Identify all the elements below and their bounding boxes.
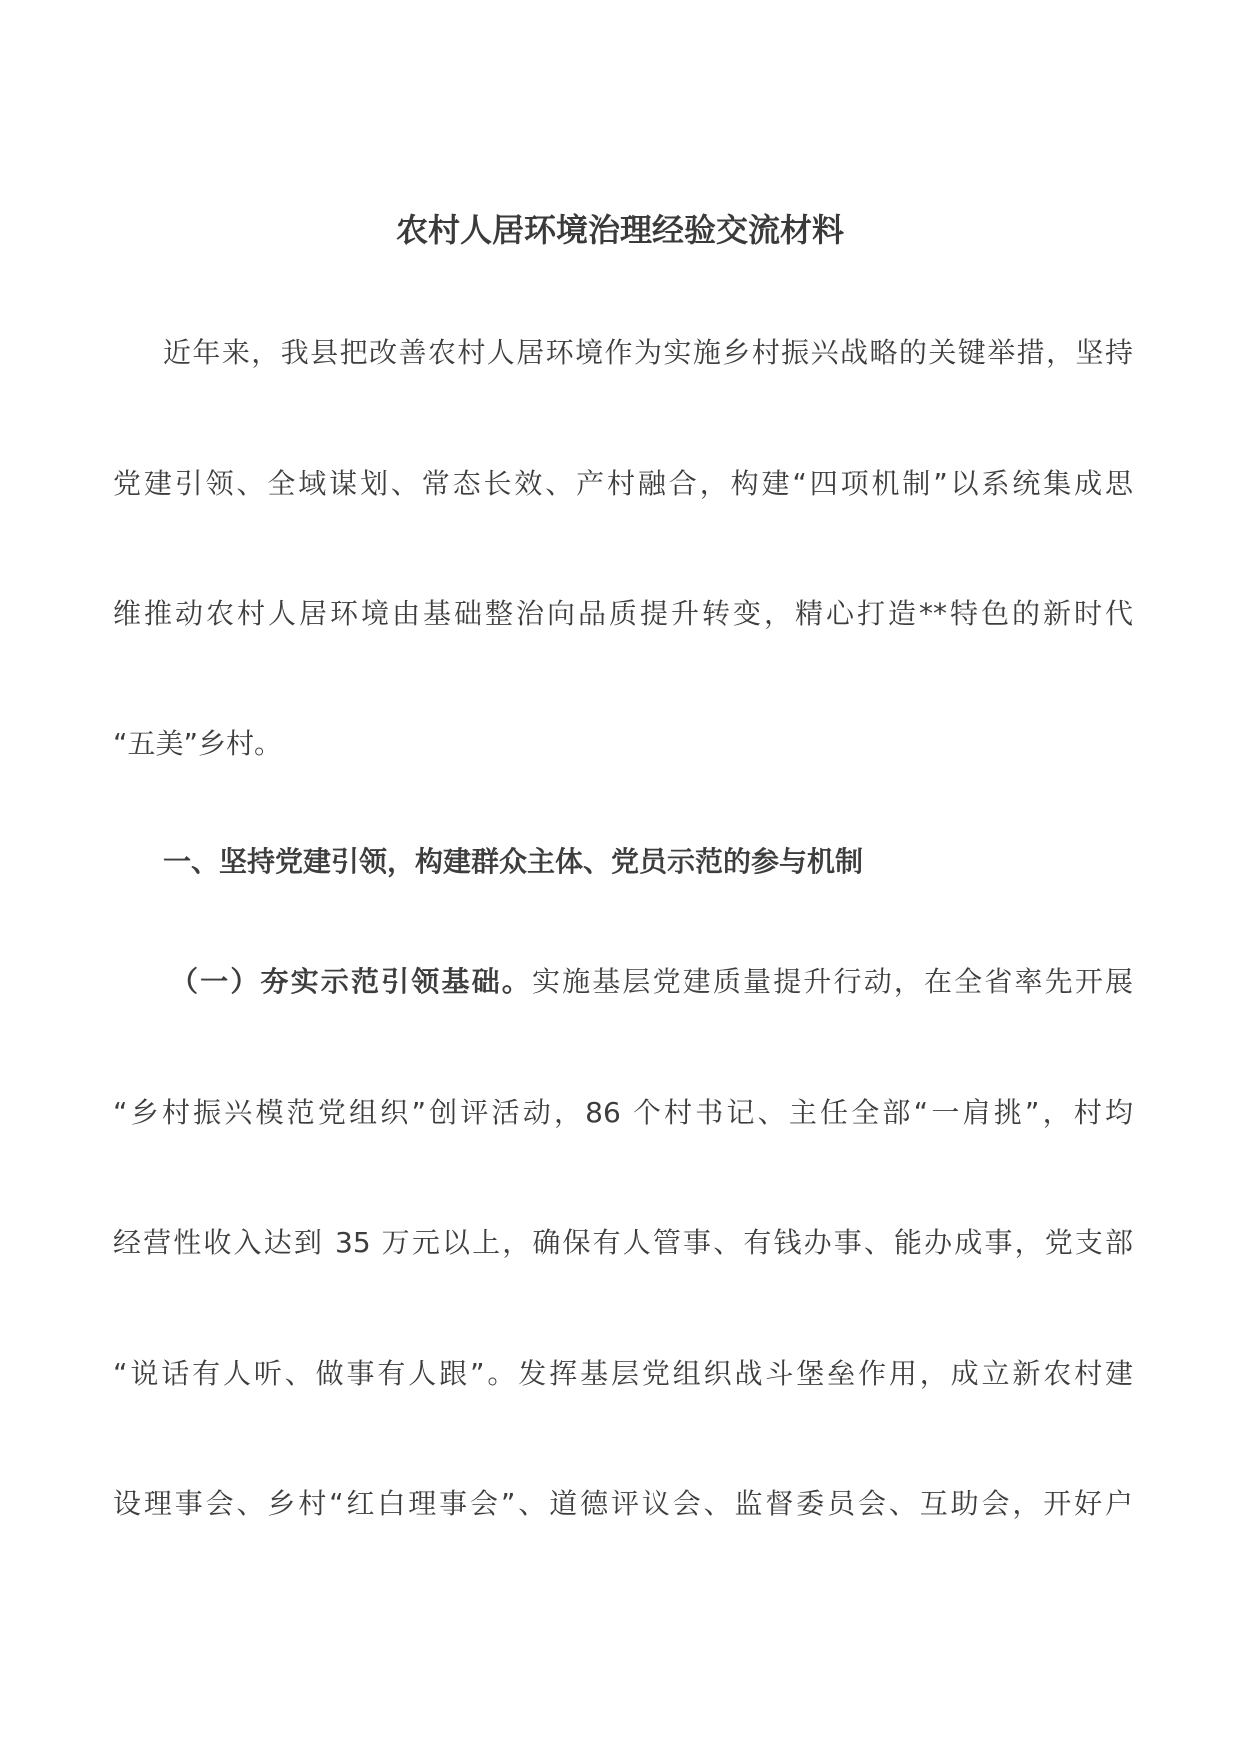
paragraph-line: 维推动农村人居环境由基础整治向品质提升转变，精心打造**特色的新时代 — [113, 597, 1133, 630]
subsection-heading: （一）夯实示范引领基础。 — [170, 965, 532, 998]
paragraph-line: “说话有人听、做事有人跟”。发挥基层党组织战斗堡垒作用，成立新农村建 — [113, 1357, 1133, 1390]
paragraph-line: 经营性收入达到 35 万元以上，确保有人管事、有钱办事、能办成事，党支部 — [113, 1226, 1133, 1259]
paragraph-line: 设理事会、乡村“红白理事会”、道德评议会、监督委员会、互助会，开好户 — [113, 1487, 1133, 1520]
paragraph-line: “乡村振兴模范党组织”创评活动，86 个村书记、主任全部“一肩挑”，村均 — [113, 1096, 1133, 1129]
paragraph-line: “五美”乡村。 — [113, 727, 283, 760]
document-title: 农村人居环境治理经验交流材料 — [395, 211, 844, 249]
subsection-first-line — [113, 962, 1133, 1002]
paragraph-line: 党建引领、全域谋划、常态长效、产村融合，构建“四项机制”以系统集成思 — [113, 467, 1133, 500]
subsection-line-text: 实施基层党建质量提升行动，在全省率先开展 — [531, 965, 1133, 998]
paragraph-line: 近年来，我县把改善农村人居环境作为实施乡村振兴战略的关键举措，坚持 — [163, 336, 1133, 369]
section-heading: 一、坚持党建引领，构建群众主体、党员示范的参与机制 — [163, 845, 864, 878]
